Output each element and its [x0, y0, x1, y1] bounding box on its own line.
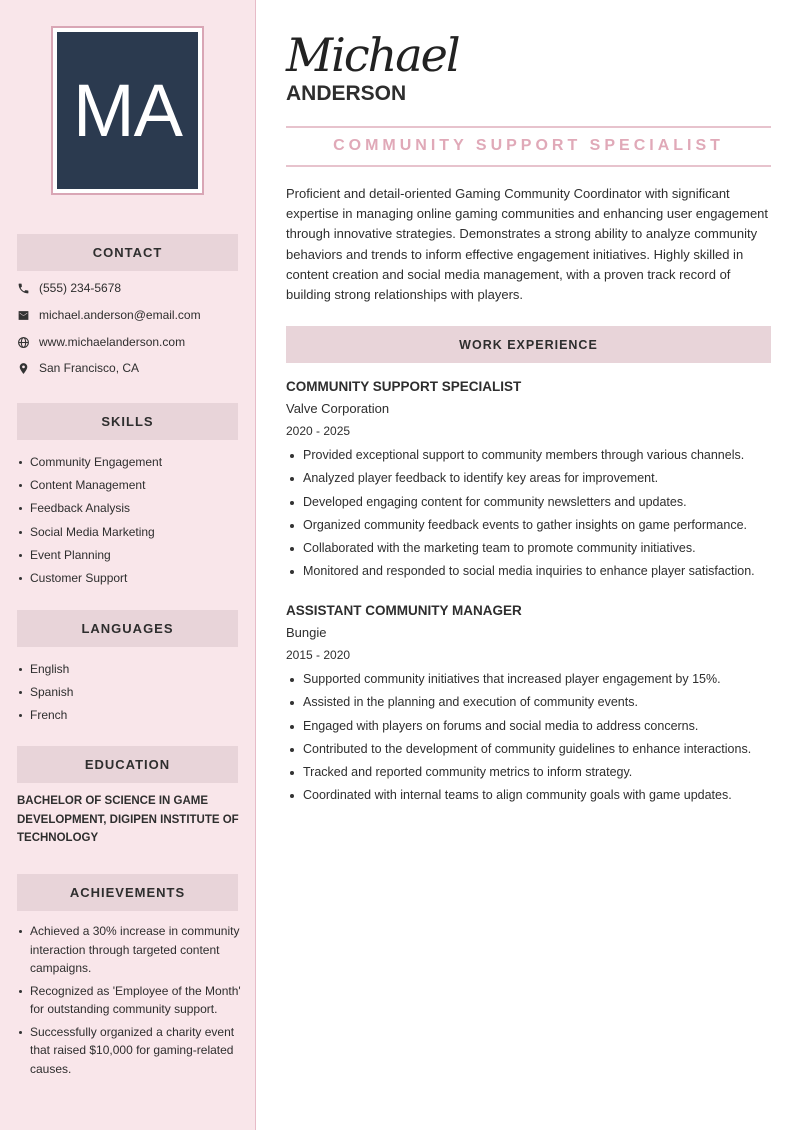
language-item: French [17, 707, 242, 730]
skill-item: Event Planning [17, 547, 242, 570]
achievement-item: Recognized as 'Employee of the Month' for outstanding community support. [17, 982, 245, 1019]
skill-item: Community Engagement [17, 454, 242, 477]
job-bullet: Coordinated with internal teams to align community goals with game updates. [286, 787, 776, 810]
job-bullet: Monitored and responded to social media inquiries to enhance player satisfaction. [286, 563, 776, 586]
job-title: COMMUNITY SUPPORT SPECIALIST [286, 379, 522, 394]
contact-website[interactable] [17, 334, 185, 350]
languages-list [17, 661, 242, 731]
achievement-item: Successfully organized a charity event that raised $10,000 for gaming-related causes. [17, 1023, 245, 1079]
summary: Proficient and detail-oriented Gaming Community Coordinator with significant expertise in managing online gaming communities and enhancing user engagement through innovative strategies. Demonstrates a strong ability to analyze community behaviors and trends to inform effective engagement initiatives. Highly skilled in content creation and social media management, with a proven track record of building strong relationships with players. [286, 186, 769, 303]
job-bullet: Provided exceptional support to community members through various channels. [286, 447, 776, 470]
achievements-heading: ACHIEVEMENTS [17, 874, 238, 911]
job-dates: 2020 - 2025 [286, 424, 351, 438]
contact-heading: CONTACT [17, 234, 238, 271]
contact-text: www.michaelanderson.com [39, 335, 186, 349]
language-item: English [17, 661, 242, 684]
monogram: MA [57, 32, 198, 189]
job-title-heading: COMMUNITY SUPPORT SPECIALIST [333, 137, 724, 154]
job-entry [286, 602, 776, 811]
education-text: BACHELOR OF SCIENCE IN GAME DEVELOPMENT, DIGIPEN INSTITUTE OF TECHNOLOGY [17, 795, 239, 844]
location-pin-icon [17, 362, 30, 375]
job-title: ASSISTANT COMMUNITY MANAGER [286, 603, 522, 618]
job-company: Bungie [286, 625, 327, 640]
contact-text: michael.anderson@email.com [39, 308, 201, 322]
job-entry [286, 378, 776, 587]
work-experience-heading: WORK EXPERIENCE [286, 326, 771, 363]
education-heading: EDUCATION [17, 746, 238, 783]
divider [286, 165, 771, 167]
achievement-item: Achieved a 30% increase in community interaction through targeted content campaigns. [17, 922, 245, 978]
skill-item: Feedback Analysis [17, 500, 242, 523]
job-company: Valve Corporation [286, 401, 390, 416]
phone-icon [17, 282, 30, 295]
job-bullet: Contributed to the development of community guidelines to enhance interactions. [286, 741, 776, 764]
job-bullet: Developed engaging content for community newsletters and updates. [286, 494, 776, 517]
job-bullet: Assisted in the planning and execution of community events. [286, 694, 776, 717]
languages-heading: LANGUAGES [17, 610, 238, 647]
achievements-list [17, 922, 245, 1082]
last-name: ANDERSON [286, 82, 407, 105]
job-bullets [286, 671, 776, 811]
skills-list [17, 454, 242, 593]
language-item: Spanish [17, 684, 242, 707]
contact-phone [17, 280, 121, 296]
divider [286, 126, 771, 128]
job-bullet: Analyzed player feedback to identify key areas for improvement. [286, 470, 776, 493]
job-dates: 2015 - 2020 [286, 648, 351, 662]
sidebar [0, 0, 256, 1130]
job-bullet: Tracked and reported community metrics to inform strategy. [286, 764, 776, 787]
job-bullet: Engaged with players on forums and social media to address concerns. [286, 718, 776, 741]
skill-item: Content Management [17, 477, 242, 500]
skills-heading: SKILLS [17, 403, 238, 440]
job-bullet: Supported community initiatives that increased player engagement by 15%. [286, 671, 776, 694]
first-name: Michael [286, 28, 459, 82]
contact-text: (555) 234-5678 [39, 281, 122, 295]
job-bullets [286, 447, 776, 587]
skill-item: Social Media Marketing [17, 524, 242, 547]
job-bullet: Collaborated with the marketing team to promote community initiatives. [286, 540, 776, 563]
job-bullet: Organized community feedback events to gather insights on game performance. [286, 517, 776, 540]
email-icon [17, 309, 30, 322]
globe-icon [17, 336, 30, 349]
contact-email[interactable] [17, 307, 201, 323]
contact-location [17, 360, 139, 376]
skill-item: Customer Support [17, 570, 242, 593]
contact-text: San Francisco, CA [39, 361, 140, 375]
